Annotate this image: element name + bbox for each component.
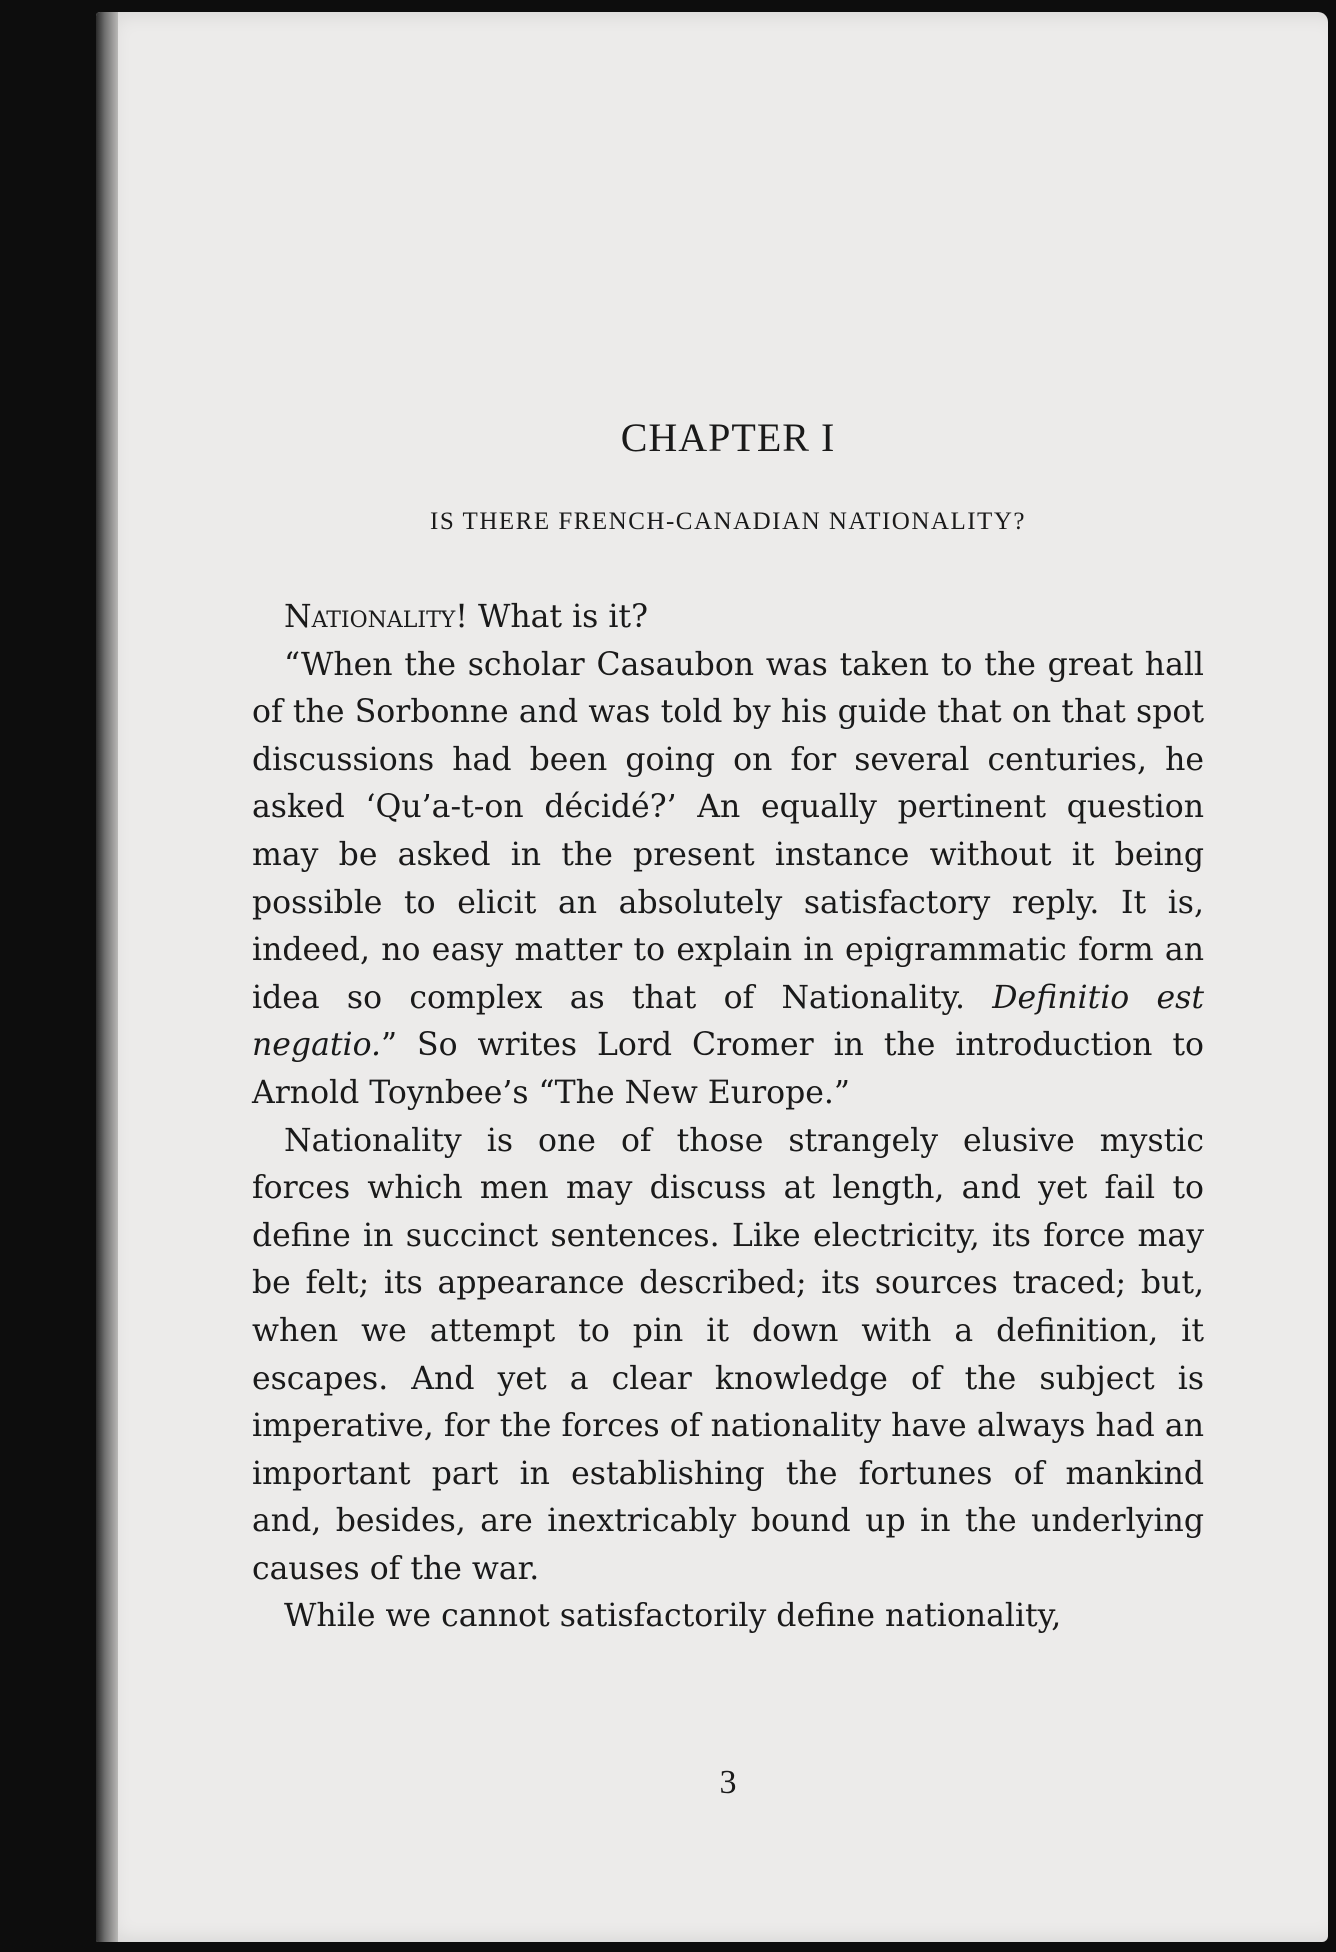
chapter-subtitle: IS THERE FRENCH-CANADIAN NATIONALITY? (430, 508, 1026, 535)
paragraph (252, 642, 1204, 1118)
latin-phrase: Definitio est negatio. (252, 979, 1204, 1064)
chapter-title: CHAPTER I (620, 415, 836, 460)
paragraph (252, 594, 1204, 642)
chapter-body (252, 594, 1204, 1641)
quotation-attribution: ” So writes Lord Cromer in the introduction to Arnold Toynbee’s “The New Europe.” (252, 1027, 1204, 1111)
page-number: 3 (719, 1764, 737, 1801)
book-spine-shadow (96, 12, 118, 1942)
paragraph: Nationality is one of those strangely elusive mystic forces which men may discuss at length, and yet fail to define in succinct sentences. Like electricity, its force may be felt; its appearance described; its sources traced; but, when we attempt to pin it down with a definition, it escapes. And yet a clear knowledge of the subject is imperative, for the forces of nationality have always had an important part in establishing the fortunes of mankind and, besides, are inextricably bound up in the underlying causes of the war. (252, 1122, 1204, 1587)
paragraph: While we cannot satisfactorily define nationality, (284, 1598, 1062, 1635)
paragraph-text: What is it? (467, 599, 648, 635)
paragraph-lead-word: Nationality! (284, 599, 468, 635)
book-page (96, 12, 1328, 1942)
quotation-text: “When the scholar Casaubon was taken to the great hall of the Sorbonne and was told by his guide that on that spot discussions had been going on for several centuries, he asked ‘Qu’a-t-on décidé?’ An equally pertinent question may be asked in the present instance without it being possible to elicit an absolutely satisfactory reply. It is, indeed, no easy matter to explain in epigrammatic form an idea so complex as that of Nationality. (252, 646, 1204, 1016)
